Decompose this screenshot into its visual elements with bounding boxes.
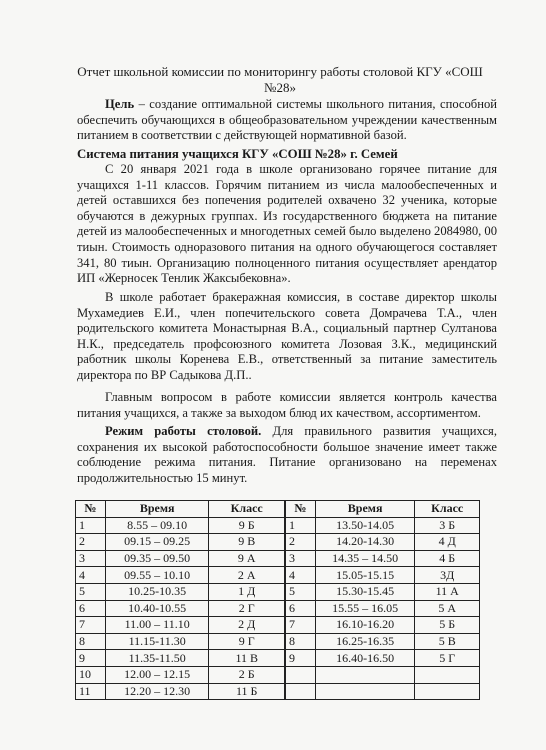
cell-num: 4 xyxy=(76,567,106,584)
table-row xyxy=(286,600,480,617)
cell-class: 2 А xyxy=(209,567,285,584)
cell-class xyxy=(415,666,480,683)
paragraph-1: С 20 января 2021 года в школе организовано горячее питание для учащихся 1-11 классов. Горячим питанием из числа малообеспеченных и детей оставшихся без попечения родителей охвачено 32 ученика, которые обучаются в дежурных группах. Из государственного бюджета на питание детей из малообеспеченных и многодетных семей было выделено 2084980, 00 тиын. Стоимость одноразового питания на одного обучающегося составляет 341, 80 тиын. Организацию полноценного питания осуществляет арендатор ИП «Жерносек Тенлик Жаксыбековна». xyxy=(77,162,498,286)
cell-time: 09.35 – 09.50 xyxy=(105,550,209,567)
paragraph-3: Главным вопросом в работе комиссии является контроль качества питания учащихся, а также за выходом блюд их качеством, ассортиментом. xyxy=(77,390,497,420)
cell-class: 2 Б xyxy=(209,666,285,683)
header-time: Время xyxy=(105,501,209,518)
cell-time: 16.25-16.35 xyxy=(315,633,415,650)
cell-time: 11.35-11.50 xyxy=(105,650,209,667)
cell-time xyxy=(315,683,415,700)
cell-class: 4 Б xyxy=(415,550,480,567)
cell-class: 11 А xyxy=(415,583,480,600)
regime-paragraph xyxy=(77,424,497,486)
cell-time: 15.55 – 16.05 xyxy=(315,600,415,617)
table-header-row xyxy=(76,501,285,518)
cell-class: 4 Д xyxy=(415,534,480,551)
cell-time: 13.50-14.05 xyxy=(315,517,415,534)
cell-num: 4 xyxy=(286,567,316,584)
cell-num: 7 xyxy=(76,617,106,634)
header-class: Класс xyxy=(209,501,285,518)
cell-num: 8 xyxy=(286,633,316,650)
cell-class: 3 Б xyxy=(415,517,480,534)
cell-num: 3 xyxy=(286,550,316,567)
table-row xyxy=(76,650,285,667)
regime-text: Для правильного развития учащихся, сохранения их высокой работоспособности большое значение имеет также соблюдение режима питания. Питание организовано на переменах продолжительностью 15 минут. xyxy=(77,424,497,485)
goal-paragraph xyxy=(77,97,497,144)
title-line-1: Отчет школьной комиссии по мониторингу работы столовой КГУ «СОШ xyxy=(77,64,483,79)
cell-class: 11 Б xyxy=(209,683,285,700)
paragraph-2: В школе работает бракеражная комиссия, в составе директор школы Мухамедиев Е.И., член попечительского совета Домрачева Т.А., член родительского комитета Монастырная В.А., социальный партнер Султанова Н.К., председатель профсоюзного комитета Лозовая З.К., медицинский работник школы Коренева Е.В., ответственный за питание заместитель директора по ВР Садыкова Д.П.. xyxy=(77,290,497,382)
cell-time: 12.20 – 12.30 xyxy=(105,683,209,700)
cell-time xyxy=(315,666,415,683)
table-header-row xyxy=(286,501,480,518)
schedule-table-left xyxy=(75,500,285,700)
cell-num: 7 xyxy=(286,617,316,634)
table-row xyxy=(286,617,480,634)
cell-num xyxy=(286,666,316,683)
regime-label: Режим работы столовой. xyxy=(105,424,262,438)
cell-num: 8 xyxy=(76,633,106,650)
cell-class xyxy=(415,683,480,700)
cell-time: 16.10-16.20 xyxy=(315,617,415,634)
table-row xyxy=(76,517,285,534)
table-row xyxy=(286,534,480,551)
cell-num: 11 xyxy=(76,683,106,700)
goal-text: – создание оптимальной системы школьного питания, способной обеспечить обучающихся в общеобразовательном учреждении качественным питанием в соответствии с действующей нормативной базой. xyxy=(77,97,497,143)
table-row xyxy=(76,600,285,617)
schedule-table-right xyxy=(285,500,480,700)
cell-time: 14.35 – 14.50 xyxy=(315,550,415,567)
cell-num: 2 xyxy=(76,534,106,551)
goal-label: Цель xyxy=(105,97,135,111)
cell-class: 5 Б xyxy=(415,617,480,634)
cell-num: 1 xyxy=(76,517,106,534)
title-line-2: №28» xyxy=(264,80,296,95)
cell-class: 2 Г xyxy=(209,600,285,617)
cell-num: 9 xyxy=(286,650,316,667)
cell-time: 09.15 – 09.25 xyxy=(105,534,209,551)
cell-time: 10.25-10.35 xyxy=(105,583,209,600)
cell-class: 5 Г xyxy=(415,650,480,667)
section-heading: Система питания учащихся КГУ «СОШ №28» г. Семей xyxy=(77,147,398,161)
cell-num: 5 xyxy=(286,583,316,600)
table-row xyxy=(286,683,480,700)
cell-num: 3 xyxy=(76,550,106,567)
table-row xyxy=(286,517,480,534)
table-row xyxy=(76,617,285,634)
cell-time: 11.00 – 11.10 xyxy=(105,617,209,634)
cell-class: 9 А xyxy=(209,550,285,567)
cell-time: 15.30-15.45 xyxy=(315,583,415,600)
cell-time: 11.15-11.30 xyxy=(105,633,209,650)
cell-class: 5 А xyxy=(415,600,480,617)
table-row xyxy=(76,583,285,600)
table-row xyxy=(76,567,285,584)
header-num: № xyxy=(76,501,106,518)
cell-time: 15.05-15.15 xyxy=(315,567,415,584)
cell-class: 3Д xyxy=(415,567,480,584)
cell-num: 5 xyxy=(76,583,106,600)
cell-class: 9 Г xyxy=(209,633,285,650)
header-num: № xyxy=(286,501,316,518)
header-class: Класс xyxy=(415,501,480,518)
cell-time: 12.00 – 12.15 xyxy=(105,666,209,683)
cell-num: 9 xyxy=(76,650,106,667)
table-row xyxy=(286,666,480,683)
cell-class: 9 В xyxy=(209,534,285,551)
cell-class: 11 В xyxy=(209,650,285,667)
cell-class: 9 Б xyxy=(209,517,285,534)
table-row xyxy=(286,583,480,600)
table-row xyxy=(76,550,285,567)
table-row xyxy=(286,650,480,667)
table-row xyxy=(76,666,285,683)
cell-class: 1 Д xyxy=(209,583,285,600)
cell-num: 6 xyxy=(286,600,316,617)
cell-class: 2 Д xyxy=(209,617,285,634)
cell-num: 6 xyxy=(76,600,106,617)
cell-num: 10 xyxy=(76,666,106,683)
table-row xyxy=(76,633,285,650)
cell-time: 10.40-10.55 xyxy=(105,600,209,617)
table-row xyxy=(286,633,480,650)
document-title xyxy=(60,64,500,96)
header-time: Время xyxy=(315,501,415,518)
cell-time: 14.20-14.30 xyxy=(315,534,415,551)
cell-num xyxy=(286,683,316,700)
table-row xyxy=(286,567,480,584)
cell-class: 5 В xyxy=(415,633,480,650)
cell-time: 16.40-16.50 xyxy=(315,650,415,667)
table-row xyxy=(76,683,285,700)
cell-time: 09.55 – 10.10 xyxy=(105,567,209,584)
table-row xyxy=(286,550,480,567)
cell-num: 2 xyxy=(286,534,316,551)
cell-time: 8.55 – 09.10 xyxy=(105,517,209,534)
table-row xyxy=(76,534,285,551)
cell-num: 1 xyxy=(286,517,316,534)
